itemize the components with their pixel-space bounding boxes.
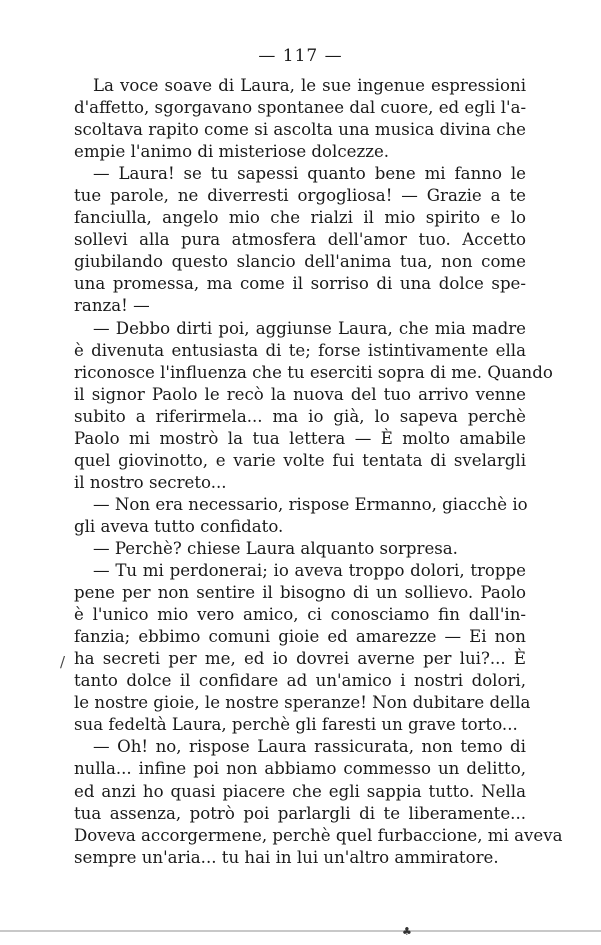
- text-line: è divenuta entusiasta di te; forse istintivamente ella: [74, 340, 526, 360]
- text-line: empie l'animo di misteriose dolcezze.: [74, 142, 390, 162]
- body-text: [74, 75, 563, 869]
- text-line: Doveva accorgermene, perchè quel furbaccione, mi aveva: [74, 825, 563, 845]
- text-line: tue parole, ne diverresti orgogliosa! — Grazie a te: [74, 186, 526, 206]
- text-line: — Laura! se tu sapessi quanto bene mi fanno le: [93, 164, 526, 184]
- bottom-ornament: ♣: [402, 925, 412, 938]
- text-line: sempre un'aria... tu hai in lui un'altro ammiratore.: [74, 847, 499, 867]
- text-line: sollevi alla pura atmosfera dell'amor tuo. Accetto: [74, 230, 526, 250]
- text-line: quel giovinotto, e varie volte fui tentata di svelargli: [74, 450, 526, 470]
- margin-mark: /: [60, 653, 66, 671]
- text-line: La voce soave di Laura, le sue ingenue espressioni: [93, 76, 526, 95]
- text-line: ha secreti per me, ed io dovrei averne per lui?... È: [74, 649, 526, 669]
- text-line: — Tu mi perdonerai; io aveva troppo dolori, troppe: [93, 561, 526, 581]
- text-line: sua fedeltà Laura, perchè gli faresti un grave torto...: [74, 715, 518, 735]
- text-line: fanzia; ebbimo comuni gioie ed amarezze — Ei non: [74, 627, 526, 647]
- text-line: giubilando questo slancio dell'anima tua, non come: [74, 252, 526, 272]
- page-number: — 117 —: [258, 46, 343, 66]
- text-line: una promessa, ma come il sorriso di una dolce spe-: [74, 274, 526, 294]
- text-line: subito a riferirmela... ma io già, lo sapeva perchè: [74, 406, 526, 426]
- text-line: — Non era necessario, rispose Ermanno, giacchè io: [93, 494, 528, 514]
- text-line: è l'unico mio vero amico, ci conosciamo fin dall'in-: [74, 605, 526, 625]
- text-line: fanciulla, angelo mio che rialzi il mio spirito e lo: [74, 208, 526, 228]
- text-line: scoltava rapito come si ascolta una musica divina che: [74, 120, 526, 140]
- text-line: pene per non sentire il bisogno di un sollievo. Paolo: [74, 583, 526, 603]
- text-line: il nostro secreto...: [74, 472, 227, 492]
- text-line: ranza! —: [74, 296, 150, 316]
- text-line: tua assenza, potrò poi parlargli di te liberamente...: [74, 803, 526, 823]
- text-line: d'affetto, sgorgavano spontanee dal cuore, ed egli l'a-: [74, 98, 527, 118]
- text-line: gli aveva tutto confidato.: [74, 516, 284, 536]
- text-line: — Oh! no, rispose Laura rassicurata, non temo di: [93, 737, 526, 757]
- text-line: — Debbo dirti poi, aggiunse Laura, che mia madre: [93, 318, 526, 338]
- text-line: nulla... infine poi non abbiamo commesso un delitto,: [74, 759, 526, 779]
- text-line: Paolo mi mostrò la tua lettera — È molto amabile: [74, 428, 526, 448]
- text-line: tanto dolce il confidare ad un'amico i nostri dolori,: [74, 671, 526, 691]
- text-line: il signor Paolo le recò la nuova del tuo arrivo venne: [74, 384, 526, 404]
- text-line: — Perchè? chiese Laura alquanto sorpresa.: [93, 538, 458, 558]
- text-line: riconosce l'influenza che tu eserciti sopra di me. Quando: [74, 362, 553, 382]
- bottom-rule: [0, 930, 601, 932]
- text-line: le nostre gioie, le nostre speranze! Non dubitare della: [74, 693, 531, 713]
- text-line: ed anzi ho quasi piacere che egli sappia tutto. Nella: [74, 781, 526, 801]
